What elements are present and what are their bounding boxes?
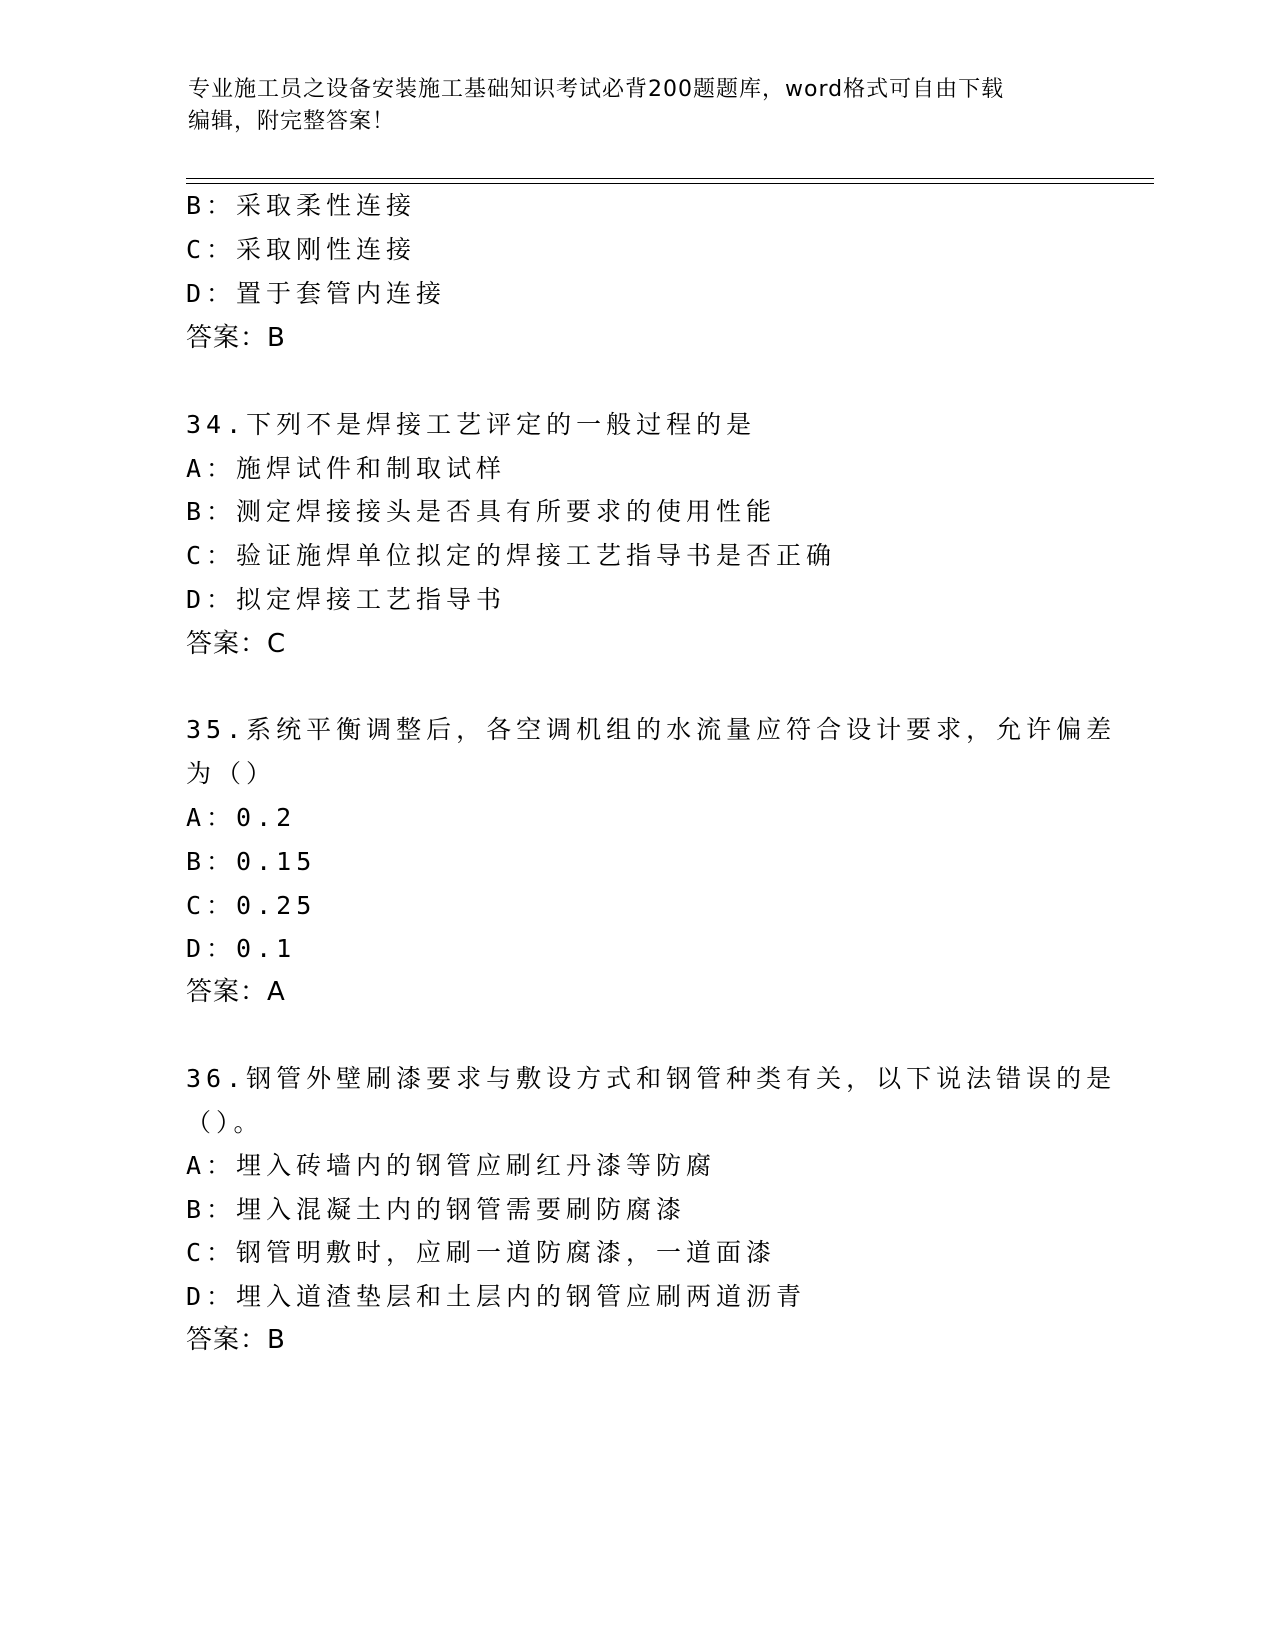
q36-stem-line-1: 36.钢管外壁刷漆要求与敷设方式和钢管种类有关，以下说法错误的是	[186, 1064, 1117, 1093]
q34-option-c: C：验证施焊单位拟定的焊接工艺指导书是否正确	[186, 541, 837, 570]
document-header	[188, 74, 1068, 138]
q36-option-c: C：钢管明敷时，应刷一道防腐漆，一道面漆	[186, 1238, 777, 1267]
header-rule-bottom	[186, 183, 1154, 184]
q35-stem-line-2: 为（）	[186, 759, 277, 788]
q34-option-d: D：拟定焊接工艺指导书	[186, 585, 507, 614]
q35-stem-line-1: 35.系统平衡调整后，各空调机组的水流量应符合设计要求，允许偏差	[186, 715, 1117, 744]
header-line-1: 专业施工员之设备安装施工基础知识考试必背200题题库，word格式可自由下载	[188, 77, 1005, 102]
q35-option-b: B：0.15	[186, 847, 317, 876]
q34-stem: 34.下列不是焊接工艺评定的一般过程的是	[186, 410, 757, 439]
q36-option-d: D：埋入道渣垫层和土层内的钢管应刷两道沥青	[186, 1282, 807, 1311]
q35-option-d: D：0.1	[186, 934, 297, 963]
q34-answer: 答案：C	[186, 629, 287, 659]
q33-answer: 答案：B	[186, 323, 286, 353]
q35-option-a: A：0.2	[186, 803, 297, 832]
q33-option-b: B：采取柔性连接	[186, 191, 417, 220]
q33-option-c: C：采取刚性连接	[186, 235, 417, 264]
q36-answer: 答案：B	[186, 1325, 286, 1355]
header-line-2: 编辑，附完整答案！	[188, 109, 396, 134]
q36-option-b: B：埋入混凝土内的钢管需要刷防腐漆	[186, 1195, 687, 1224]
header-rule-top	[186, 178, 1154, 179]
q34-option-a: A：施焊试件和制取试样	[186, 454, 507, 483]
q35-option-c: C：0.25	[186, 891, 317, 920]
q36-option-a: A：埋入砖墙内的钢管应刷红丹漆等防腐	[186, 1151, 717, 1180]
q35-answer: 答案：A	[186, 977, 286, 1007]
q33-option-d: D：置于套管内连接	[186, 279, 447, 308]
q36-stem-line-2: （）。	[186, 1108, 264, 1137]
q34-option-b: B：测定焊接接头是否具有所要求的使用性能	[186, 497, 777, 526]
